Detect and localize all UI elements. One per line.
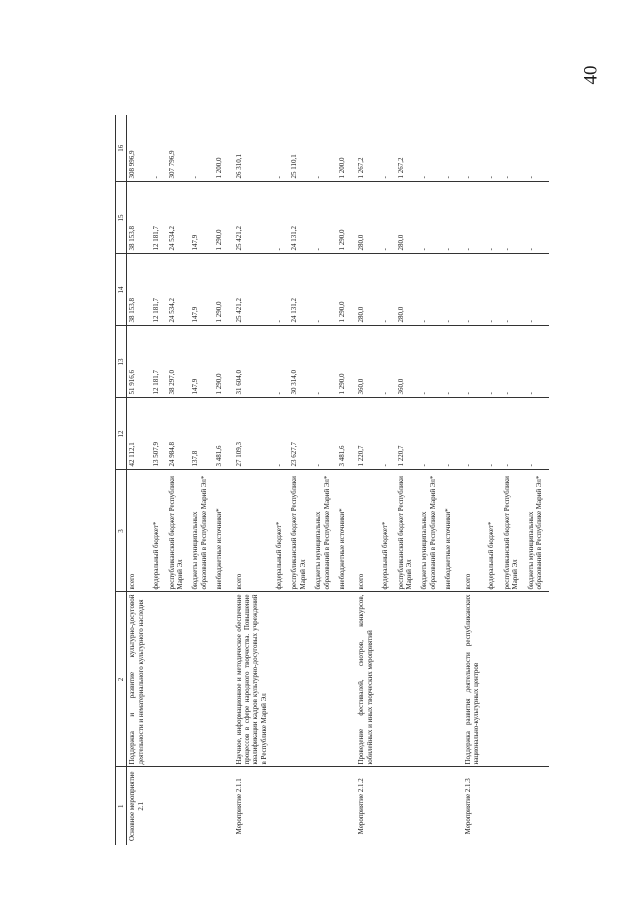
value-cell: 26 310,1 (230, 115, 275, 182)
funding-source-cell: федеральный бюджет* (151, 470, 166, 592)
value-cell: 147,9 (190, 182, 214, 254)
funding-source-cell: республиканский бюджет Республики Марий Эл (289, 470, 313, 592)
table-row (502, 115, 526, 845)
measure-code-cell (443, 767, 458, 845)
value-cell: - (459, 326, 487, 398)
table-row (443, 115, 458, 845)
funding-source-cell: всего (352, 470, 380, 592)
measure-code-cell (214, 767, 229, 845)
value-cell: 1 267,2 (396, 115, 420, 182)
value-cell: - (459, 182, 487, 254)
measure-code-cell (396, 767, 420, 845)
header-cell: 14 (116, 254, 127, 326)
value-cell: 360,0 (352, 326, 380, 398)
page-number: 40 (580, 65, 602, 85)
value-cell: - (459, 398, 487, 470)
measure-code-cell (151, 767, 166, 845)
value-cell: 3 481,6 (214, 398, 229, 470)
value-cell: 1 290,0 (214, 254, 229, 326)
measure-code-cell (190, 767, 214, 845)
table-row (274, 115, 289, 845)
measure-code-cell: Мероприятие 2.1.1 (234, 778, 243, 835)
value-cell: - (486, 326, 501, 398)
measure-code-cell (313, 767, 337, 845)
measure-name-cell: Проведение фестивалей, смотров, конкурсов, юбилейных и иных творческих мероприятий (352, 592, 380, 767)
value-cell: - (274, 254, 289, 326)
value-cell: 1 200,0 (214, 115, 229, 182)
table-row (167, 115, 191, 845)
measure-name-cell (502, 592, 526, 767)
measure-name-cell (214, 592, 229, 767)
table-row (127, 115, 151, 845)
value-cell: - (486, 182, 501, 254)
value-cell: - (419, 398, 443, 470)
funding-source-cell: федеральный бюджет* (486, 470, 501, 592)
table-row (289, 115, 313, 845)
value-cell: 280,0 (352, 254, 380, 326)
funding-source-cell: бюджеты муниципальных образований в Республике Марий Эл* (526, 470, 550, 592)
value-cell: - (274, 182, 289, 254)
measure-name-cell (396, 592, 420, 767)
value-cell: - (526, 254, 550, 326)
value-cell: 24 984,8 (167, 398, 191, 470)
header-cell: 12 (116, 398, 127, 470)
value-cell: 23 627,7 (289, 398, 313, 470)
value-cell: 38 297,0 (167, 326, 191, 398)
value-cell: - (313, 398, 337, 470)
value-cell: - (443, 182, 458, 254)
value-cell: - (526, 115, 550, 182)
value-cell: - (274, 398, 289, 470)
value-cell: 147,9 (190, 326, 214, 398)
value-cell: 1 220,7 (396, 398, 420, 470)
value-cell: 307 796,9 (167, 115, 191, 182)
measure-name-cell (274, 592, 289, 767)
value-cell: - (486, 398, 501, 470)
table-row (151, 115, 166, 845)
funding-source-cell: всего (230, 470, 275, 592)
funding-source-cell: внебюджетные источники* (214, 470, 229, 592)
value-cell: 24 534,2 (167, 254, 191, 326)
measure-code-cell: Основное мероприятие 2.1 (128, 771, 145, 842)
value-cell: 1 290,0 (214, 326, 229, 398)
measure-name-cell (289, 592, 313, 767)
funding-source-cell: республиканский бюджет Республики Марий Эл (167, 470, 191, 592)
value-cell: - (313, 182, 337, 254)
funding-source-cell: внебюджетные источники* (443, 470, 458, 592)
table-row (459, 115, 487, 845)
measure-code-cell (419, 767, 443, 845)
value-cell: - (313, 254, 337, 326)
budget-table (115, 115, 549, 845)
value-cell: - (486, 254, 501, 326)
value-cell: - (313, 115, 337, 182)
value-cell: - (419, 326, 443, 398)
value-cell: 1 290,0 (337, 254, 352, 326)
value-cell: - (443, 326, 458, 398)
funding-source-cell: бюджеты муниципальных образований в Республике Марий Эл* (313, 470, 337, 592)
value-cell: 3 481,6 (337, 398, 352, 470)
value-cell: - (443, 254, 458, 326)
funding-source-cell: всего (459, 470, 487, 592)
value-cell: - (380, 115, 395, 182)
value-cell: 360,0 (396, 326, 420, 398)
rotated-table-container (115, 115, 543, 845)
value-cell: 38 153,8 (127, 182, 151, 254)
value-cell: - (190, 115, 214, 182)
measure-code-cell (526, 767, 550, 845)
measure-name-cell (167, 592, 191, 767)
value-cell: - (443, 115, 458, 182)
value-cell: 147,9 (190, 254, 214, 326)
funding-source-cell: всего (127, 470, 151, 592)
value-cell: 137,8 (190, 398, 214, 470)
funding-source-cell: республиканский бюджет Республики Марий Эл (502, 470, 526, 592)
measure-name-cell (486, 592, 501, 767)
value-cell: - (151, 115, 166, 182)
value-cell: 25 421,2 (230, 254, 275, 326)
value-cell: 12 181,7 (151, 326, 166, 398)
measure-code-cell (337, 767, 352, 845)
table-row (337, 115, 352, 845)
measure-name-cell: Поддержка и развитие культурно-досуговой деятельности и нематериального культурного наследия (127, 592, 151, 767)
table-body (127, 115, 549, 845)
table-row (190, 115, 214, 845)
measure-name-cell: Научное, информационное и методическое обеспечение процессов в сфере народного творчества. Повышение квалификации кадров культурно-досуговых учреждений в Республике Марий Эл (230, 592, 275, 767)
value-cell: - (419, 254, 443, 326)
value-cell: 1 290,0 (337, 326, 352, 398)
value-cell: 1 290,0 (214, 182, 229, 254)
measure-name-cell: Поддержка развития деятельности республиканских национально-культурных центров (459, 592, 487, 767)
funding-source-cell: федеральный бюджет* (380, 470, 395, 592)
value-cell: - (380, 254, 395, 326)
value-cell: - (526, 326, 550, 398)
table-row (352, 115, 380, 845)
measure-name-cell (313, 592, 337, 767)
value-cell: - (419, 115, 443, 182)
value-cell: 24 534,2 (167, 182, 191, 254)
value-cell: 1 267,2 (352, 115, 380, 182)
value-cell: 280,0 (396, 254, 420, 326)
value-cell: - (502, 182, 526, 254)
table-row (486, 115, 501, 845)
header-cell: 13 (116, 326, 127, 398)
value-cell: 24 131,2 (289, 254, 313, 326)
value-cell: - (459, 254, 487, 326)
table-row (313, 115, 337, 845)
value-cell: - (380, 398, 395, 470)
table-row (526, 115, 550, 845)
measure-name-cell (380, 592, 395, 767)
measure-name-cell (419, 592, 443, 767)
measure-code-cell (167, 767, 191, 845)
measure-name-cell (337, 592, 352, 767)
value-cell: - (502, 115, 526, 182)
measure-code-cell (289, 767, 313, 845)
value-cell: - (502, 326, 526, 398)
header-cell: 1 (116, 767, 127, 845)
measure-code-cell: Мероприятие 2.1.3 (463, 778, 472, 835)
measure-code-cell: Мероприятие 2.1.2 (357, 778, 366, 835)
funding-source-cell: республиканский бюджет Республики Марий Эл (396, 470, 420, 592)
value-cell: - (502, 398, 526, 470)
funding-source-cell: внебюджетные источники* (337, 470, 352, 592)
measure-code-cell (274, 767, 289, 845)
value-cell: 280,0 (352, 182, 380, 254)
header-row (116, 115, 127, 845)
measure-name-cell (151, 592, 166, 767)
header-cell: 2 (116, 592, 127, 767)
value-cell: 42 112,1 (127, 398, 151, 470)
header-cell: 16 (116, 115, 127, 182)
value-cell: 27 109,3 (230, 398, 275, 470)
value-cell: - (419, 182, 443, 254)
value-cell: 308 996,9 (127, 115, 151, 182)
value-cell: - (380, 326, 395, 398)
table-row (230, 115, 275, 845)
value-cell: - (526, 182, 550, 254)
header-cell: 15 (116, 182, 127, 254)
value-cell: 1 200,0 (337, 115, 352, 182)
value-cell: 25 421,2 (230, 182, 275, 254)
value-cell: - (459, 115, 487, 182)
table-row (419, 115, 443, 845)
value-cell: - (380, 182, 395, 254)
funding-source-cell: бюджеты муниципальных образований в Республике Марий Эл* (419, 470, 443, 592)
value-cell: - (274, 326, 289, 398)
table-row (396, 115, 420, 845)
value-cell: 280,0 (396, 182, 420, 254)
measure-name-cell (190, 592, 214, 767)
value-cell: 1 290,0 (337, 182, 352, 254)
value-cell: 13 507,9 (151, 398, 166, 470)
value-cell: 30 314,0 (289, 326, 313, 398)
value-cell: 24 131,2 (289, 182, 313, 254)
value-cell: 51 916,6 (127, 326, 151, 398)
value-cell: - (486, 115, 501, 182)
value-cell: - (443, 398, 458, 470)
table-row (380, 115, 395, 845)
header-cell: 3 (116, 470, 127, 592)
measure-code-cell (486, 767, 501, 845)
value-cell: 1 220,7 (352, 398, 380, 470)
funding-source-cell: федеральный бюджет* (274, 470, 289, 592)
table-row (214, 115, 229, 845)
value-cell: 12 181,7 (151, 182, 166, 254)
value-cell: - (313, 326, 337, 398)
value-cell: 12 181,7 (151, 254, 166, 326)
measure-code-cell (502, 767, 526, 845)
measure-name-cell (526, 592, 550, 767)
measure-code-cell (380, 767, 395, 845)
value-cell: 25 110,1 (289, 115, 313, 182)
measure-name-cell (443, 592, 458, 767)
value-cell: - (526, 398, 550, 470)
value-cell: 38 153,8 (127, 254, 151, 326)
funding-source-cell: бюджеты муниципальных образований в Республике Марий Эл* (190, 470, 214, 592)
value-cell: 31 604,0 (230, 326, 275, 398)
value-cell: - (274, 115, 289, 182)
value-cell: - (502, 254, 526, 326)
